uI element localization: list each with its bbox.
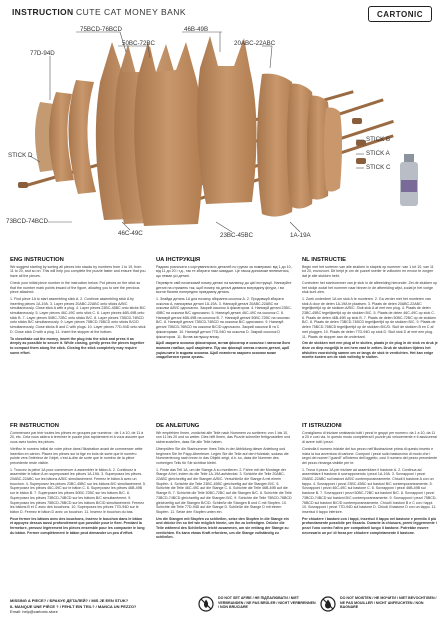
label-46b-49b: 46B-49B: [184, 26, 209, 33]
missing-piece-notice: [10, 598, 136, 615]
warning-water-text: DO NOT MOISTEN / НЕ МОЧИТИ / NIET BEVOCHTIGEN / NE PAS MOUILLER / NICHT ANFEUCHTEN / NON BAGNARE: [340, 596, 437, 610]
section-it-intro: Consigliamo di iniziare smistando tutti i pezzi in gruppi per numero: da 1 a 10, da 11 a 20 e così via. In questo modo completerai il puzzle più velocemente e ti assicurerai di avere tutti i pezzi.: [302, 430, 437, 445]
assembly-diagram: [0, 22, 444, 254]
section-nl: [302, 258, 438, 362]
support-email[interactable]: Email: help@cartonic.store: [10, 609, 58, 615]
section-en-note: To close/take out the money, insert the plug into the stick and press it as deeply as possible to secure it. While closing, gently press the pieces together to compact them along the stick. Closing the stick completely may require some effort.: [10, 336, 145, 355]
pieces-77d-94d: [35, 80, 96, 194]
section-en-title: ENG INSTRUCTION: [10, 257, 64, 263]
label-73bcd-74bcd: 73BCD-74BCD: [6, 218, 48, 225]
section-de-note: Um die Stangen mit Stopfen zu schließen, setze den Stopfen in die Stange ein und drücke ihn so tief wie möglich hinein, um ihn zu befestigen. Drücke die Teile während des Schließens leicht zusammen, um sie entlang der Stange zu verdichten. Es kann etwas Kraft erfordern, um die Stange vollständig zu schließen.: [156, 516, 289, 540]
section-fr-note: Pour fermer les bâtons avec des bouchons, insérez le bouchon dans le bâton et appuyez dessus aussi profondément que possible pour le fixer. Pendant la fermeture, pressez légèrement les pièces ensemble pour les compacter le long du bâton. Fermer complètement le bâton peut demander un peu d'effort.: [10, 516, 145, 535]
spray-can-illustration: [400, 154, 418, 206]
section-de-check: Überprüfen Sie die Startnummer Ihres Teils in der Abbildung dieser Anleitung und beginnen Sie Ihr Papp-Abenteuer. Legen Sie die Teile auf den Holzstab, sodass die Nummerierung nach innen in das Objekt zeigt, d.h. so, dass die Nummer des vorherigen Teils für Sie sichtbar bleibt.: [156, 446, 289, 465]
section-en-steps: 1. Find piece 1A to start assembling stick A. 2. Continue assembling stick A by inserting pieces 1A-19A. 3. Layer pieces 20ABC-22ABC onto sticks A/B/C simultaneously. Close stick A with a plug. 4. Layer pieces 23BC-45BC onto sticks B/C simultaneously. 5. Layer pieces 46C-49C onto stick C. 6. Layer pieces 46B-49B onto stick B. 7. Layer pieces 50BC-72BC onto sticks B/C. 8. Layer pieces 73BCD-74BCD onto sticks B/C simultaneously. 9. Layer pieces 75BCD-76BCD onto sticks B/C/D simultaneously. Close sticks B and C with plugs. 10. Layer pieces 77D-94D onto stick D. Close stick D with a plug. 11. Insert the stopper at the bottom.: [10, 296, 146, 334]
section-it-check: Controlla il numero iniziale del tuo pezzo nell'illustrazione prima di questo inserto e inizia la tua avventura di cartone. Componi i pezzi sullo bastoncino di modo che i segni dei numeri "guardi" all'interno dell'oggetto, così il numero del pezzo precedente del pezzo rimanga visibile per te.: [302, 446, 438, 465]
section-en-intro: We suggest starting by sorting all pieces into stacks by numbers from 1 to 19, from 11 to 20, and so on. This will help you complete the puzzle faster and ensure that you have all the pieces.: [10, 264, 146, 279]
section-nl-steps: 1. Zoek onderdeel 1A om stok A te monteren. 2. Ga verder met het monteren van stok A door de delen 1A-19A te plaatsen. 3. Plaats de delen 20ABC-22ABC tegelijkertijd op de stokken A/B/C. Sluit stok A af met een plug. 4. Plaats de delen 23BC-45BC tegelijkertijd op de stokken B/C. 5. Plaats de delen 46C-49C op stok C. 6. Plaats de delen 46B-49B op stok B. 7. Plaats de delen 50BC-72BC op de stokken B/C. 8. Plaats de delen 73BCD-74BCD tegelijkertijd op de stokken B/C. 9. Plaats de delen 75BCD-76BCD tegelijkertijd op de stokken B/C/D. Sluit de stokken B en C af met pluggen. 10. Plaats de delen 77D-94D op stok D. Sluit stok D af met een plug. 11. Plaats de stopper aan de onderkant.: [302, 296, 437, 339]
section-it: [302, 424, 438, 537]
footer: [10, 594, 438, 624]
section-en: [10, 258, 146, 357]
missing-piece-line-2: IL MANQUE UNE PIÈCE ? / FEHLT EIN TEIL? / MANCA UN PEZZO?: [10, 603, 137, 609]
warning-water: [320, 596, 438, 612]
warning-fire-text: DO NOT SET AFIRE / НЕ ПІДПАЛЮВАТИ / NIET VERBRANDEN / NE PAS BRÛLER / NICHT VERBRENNEN / NON BRUCIARE: [218, 596, 316, 610]
section-fr-check: Vérifiez le numéro initial de votre pièce dans l'illustration avant de commencer cette insertion en carton. Placez les pièces sur la tige en bois de sorte que le numéro pointe vers l'intérieur de l'objet, c'est-à-dire de sorte que le numéro de la pièce précédente reste visible.: [10, 446, 143, 465]
pieces-head: [96, 36, 257, 226]
section-fr-steps: 1. Trouvez la pièce 1A pour commencer à assembler le bâton A. 2. Continuez à assembler le bâton A en superposant les pièces 1A-19A. 3. Superposez les pièces 20ABC-22ABC sur les bâtons A/B/C simultanément. Fermez le bâton A avec un bouchon. 4. Superposez les pièces 23BC-45BC sur les bâtons B/C simultanément. 5. Superposez les pièces 46C-49C sur le bâton C. 6. Superposez les pièces 46B-49B sur le bâton B. 7. Superposez les pièces 50BC-72BC sur les bâtons B/C. 8. Superposez les pièces 73BCD-74BCD sur les bâtons B/C simultanément. 9. Superposez les pièces 75BCD-76BCD sur les bâtons B/C/D simultanément. Fermez les bâtons B et C avec des bouchons. 10. Superposez les pièces 77D-94D sur le bâton D. Fermez le bâton D avec un bouchon. 11. Insérez le bouchon du bas.: [10, 467, 146, 514]
label-20abc-22abc: 20ABC-22ABC: [234, 40, 276, 47]
label-stick-c: STICK C: [366, 164, 391, 171]
section-fr-intro: Commencez par trier toutes les pièces en groupes par numéros : de 1 à 10, de 11 à 20, etc. Cela vous aidera à terminer le puzzle plus rapidement et à vous assurer que vous avez toutes les pièces.: [10, 430, 145, 445]
label-50bc-72bc: 50BC-72BC: [122, 40, 156, 47]
section-it-note: Per chiudere i bastoni con i tappi, inserisci il tappo nel bastone e premilo il più profondamente possibile per fissarlo. Durante la chiusura, premi leggermente i pezzi l'uno contro l'altro per compattarli lungo il bastone. Potrebbe essere necessario un po' di forza per chiudere completamente il bastone.: [302, 516, 437, 535]
section-ua-note: Щоб закрити осколок фіксатором, встав фіксатор в осколок і натисни його якомога глибше, щоб закріпити. Під час фіксації злегка стисни деталі, щоб ущільнити їх вздовж осколка. Щоб повністю закрити осколок може знадобитися трохи зусиль.: [156, 341, 291, 360]
section-nl-title: NL INSTRUCTIE: [302, 257, 347, 263]
page-title: INSTRUCTION: [12, 7, 74, 17]
section-it-steps: 1. Trova il pezzo 1A per iniziare ad assemblare il bastone A. 2. Continua ad assemblare il bastone A sovrapponendo i pezzi 1A-19A. 3. Sovrapponi i pezzi 20ABC-22ABC sui bastoni A/B/C contemporaneamente. Chiudi il bastone A con un tappo. 4. Sovrapponi i pezzi 23BC-45BC sui bastoni B/C contemporaneamente. 5. Sovrapponi i pezzi 46C-49C sul bastone C. 6. Sovrapponi i pezzi 46B-49B sul bastone B. 7. Sovrapponi i pezzi 50BC-72BC sui bastoni B/C. 8. Sovrapponi i pezzi 73BCD-74BCD sui bastoni B/C contemporaneamente. 9. Sovrapponi i pezzi 75BCD-76BCD sui bastoni B/C/D contemporaneamente. Chiudi i bastoni B e C con i tappi. 10. Sovrapponi i pezzi 77D-94D sul bastone D. Chiudi il bastone D con un tappo. 11. Inserisci il tappo inferiore.: [302, 467, 437, 514]
product-name: CUTE CAT MONEY BANK: [76, 7, 187, 17]
section-de-title: DE ANLEITUNG: [156, 423, 200, 429]
label-stick-d: STICK D: [8, 152, 33, 159]
pieces-body: [257, 74, 342, 217]
section-ua-steps: 1. Знайди деталь 1A для початку збирання осколок A. 2. Продовжуй збирати осколок A, нанизуючи деталі 1A-19A. 3. Нанизуй деталі 20ABC-22ABC на осколки A/B/C одночасно. Закрий осколок A фіксатором. 4. Нанизуй деталі 23BC-45BC на осколки B/C одночасно. 5. Нанизуй деталі 46C-49C на осколок C. 6. Нанизуй деталі 46B-49B на осколок B. 7. Нанизуй деталі 50BC-72BC на осколки B/C. 8. Нанизуй деталі 73BCD-74BCD на осколки B/C одночасно. 9. Нанизуй деталі 75BCD-76BCD на осколки B/C/D одночасно. Закрий осколки B та C фіксаторами. 10. Нанизуй деталі 77D-94D на осколок D. Закрий осколок D фіксатором. 11. Встав заглушку внизу.: [156, 296, 292, 339]
section-nl-intro: Begin met het sorteren van alle stukken in stapels op nummer: van 1 tot 10, van 11 tot 20, enzovoort. Dit helpt je om de puzzel sneller te voltooien en ervoor te zorgen dat je alle stukken hebt.: [302, 264, 434, 279]
brand-logo-text: CARTONIC: [376, 9, 424, 19]
section-ua: [156, 258, 292, 362]
section-ua-intro: Радимо розпочати з сортування всіх деталей по групах за номерами: від 1 до 10, від 11 до 20 і т.д., так те збирати пазл швидше. Це також допоможе впевнитися, що немає усі деталі.: [156, 264, 292, 279]
no-water-icon: [320, 596, 336, 612]
section-de-intro: Wir empfehlen Ihnen, zunächst alle Teile nach Nummern zu sortieren: von 1 bis 10, von 11 bis 20 und so weiter. Dies hilft Ihnen, das Puzzle schneller fertigzustellen und sicherzustellen, dass Sie alle Teile haben.: [156, 430, 291, 445]
label-75bcd-76bcd: 75BCD-76BCD: [80, 26, 122, 33]
label-stick-a: STICK A: [366, 150, 390, 157]
label-stick-b: STICK B: [366, 136, 391, 143]
section-fr-title: FR INSTRUCTION: [10, 423, 59, 429]
section-nl-check: Controleer het startnummer van je stuk in de afbeelding hieronder. Zet de stukken op het stokje zodat het nummer naar binnen in de afbeelding wijst, zodat je het vorige stuk kunt zien.: [302, 280, 438, 295]
label-46c-49c: 46C-49C: [118, 230, 143, 237]
section-de-steps: 1. Finde das Teil 1A, um die Stange A zu montieren. 2. Fahre mit der Montage der Stange A fort, indem du die Teile 1A-19A aufsteckst. 3. Schichte die Teile 20ABC-22ABC gleichzeitig auf die Stangen A/B/C. Verschließe die Stange A mit einem Stopfen. 4. Schichte die Teile 23BC-45BC gleichzeitig auf die Stangen B/C. 5. Schichte die Teile 46C-49C auf die Stange C. 6. Schichte die Teile 46B-49B auf die Stange B. 7. Schichte die Teile 50BC-72BC auf die Stangen B/C. 8. Schichte die Teile 73BCD-74BCD gleichzeitig auf die Stangen B/C. 9. Schichte die Teile 75BCD-76BCD gleichzeitig auf die Stangen B/C/D. Schließe die Stangen B und C mit Stopfen. 10. Schichte die Teile 77D-94D auf die Stange D. Schließe die Stange D mit einem Stopfen. 11. Setze den Stopfen unten ein.: [156, 467, 292, 514]
no-fire-icon: [198, 596, 214, 612]
label-1a-19a: 1A-19A: [290, 232, 311, 239]
brand-logo: [368, 6, 432, 22]
section-it-title: IT ISTRUZIONI: [302, 423, 342, 429]
section-ua-check: Перевірте свій початковий номер деталі на малюнку до цієї інструкції. Нанизуйте деталі на стрижень так, щоб номер на деталі дивився всередину фігури, і ви могли бачити попередню приєднану деталь.: [156, 280, 292, 295]
section-en-check: Check your initial piece number in the instruction below. Put pieces on the stick so that the number mark points inward of the figure, allowing you to see the previous piece attached.: [10, 280, 141, 295]
section-de: [156, 424, 292, 542]
section-nl-note: Om de stokken met een plug af te sluiten, plaats je de plug in de stok en druk je deze zo diep mogelijk in om hem vast te zetten. Druk de stukken tijdens het afsluiten voorzichtig samen om ze langs de stok te verdichten. Het kan enige moeite kosten om de stok volledig te sluiten.: [302, 341, 438, 360]
header: [12, 6, 432, 22]
warning-fire: [198, 596, 316, 612]
section-fr: [10, 424, 146, 537]
missing-piece-line-1: MISSING A PIECE? / БРАКУЄ ДЕТАЛЕЙ? / MIS JE EEN STUK?: [10, 598, 129, 603]
label-23bc-45bc: 23BC-45BC: [220, 232, 254, 239]
section-ua-title: UA ІНСТРУКЦІЯ: [156, 257, 201, 263]
label-77d-94d: 77D-94D: [30, 50, 55, 57]
